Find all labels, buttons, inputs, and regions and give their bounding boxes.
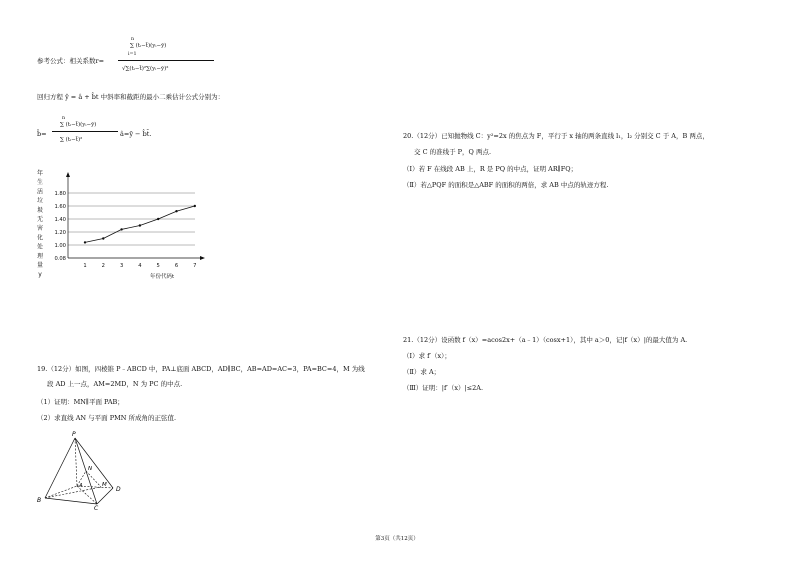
y-axis-label (37, 169, 43, 278)
line-chart (30, 165, 220, 290)
y-label-char: 量 (36, 262, 44, 269)
y-tick-label: 0.08 (54, 256, 66, 262)
y-axis-arrow (66, 172, 70, 177)
b-denominator: ∑ (tᵢ−t̄)² (60, 137, 83, 143)
corr-fraction-bar (118, 60, 214, 61)
b-fraction-bar (52, 131, 118, 132)
data-point (139, 224, 141, 226)
y-label-char: 年 (36, 170, 44, 177)
corr-numerator: ∑ (tᵢ−t̄)(yᵢ−ȳ) (130, 43, 167, 49)
b-sum-upper: n (62, 116, 66, 121)
y-label-char: 圾 (36, 206, 44, 214)
data-point (175, 210, 177, 212)
x-tick-label: 7 (193, 263, 197, 269)
label-m: M (102, 482, 107, 488)
regression-intro: 回归方程 ŷ = â + b̂t 中斜率和截距的最小二乘估计公式分别为： (37, 93, 225, 101)
y-label-char: 活 (36, 188, 44, 196)
x-tick-label: 1 (83, 263, 87, 269)
corr-sum-lower: i=1 (128, 52, 137, 57)
segment-bm (45, 487, 101, 498)
y-label-char: 生 (36, 179, 44, 187)
y-tick-label: 1.20 (54, 230, 66, 236)
q21-part1: （Ⅰ）求 f′（x）； (403, 352, 451, 360)
y-label-char: 垃 (36, 197, 44, 205)
data-point (102, 237, 104, 239)
q21-part2: （Ⅱ）求 A； (403, 368, 441, 376)
data-point (157, 218, 159, 220)
page-footer: 第3页（共12页） (375, 536, 419, 542)
q19-part2: （2）求直线 AN 与平面 PMN 所成角的正弦值. (37, 414, 177, 422)
x-tick-label: 5 (156, 263, 160, 269)
segment-nm (86, 471, 101, 487)
y-label-char: y (38, 271, 42, 279)
q21-line1: 21.（12分）设函数 f（x）=acos2x+（a﹣1）（cosx+1），其中 a＞0，记|f（x）|的最大值为 A. (403, 336, 688, 344)
q20-part2: （Ⅱ）若△PQF 的面积是△ABF 的面积的两倍，求 AB 中点的轨迹方程. (403, 181, 609, 189)
q19-line2: 段 AD 上一点，AM=2MD，N 为 PC 的中点. (47, 380, 183, 388)
edge-pa (75, 438, 77, 486)
x-tick-label: 4 (138, 263, 142, 269)
y-label-char: 无 (36, 216, 44, 223)
label-p: P (72, 431, 76, 438)
q19-part1: （1）证明：MN∥平面 PAB； (37, 398, 124, 406)
y-tick-labels (54, 191, 66, 262)
q20-line2: 交 C 的准线于 P，Q 两点. (414, 148, 492, 156)
edge-bc (45, 498, 97, 504)
corr-sum-upper: n (131, 37, 135, 42)
q21-part3: （Ⅲ）证明：|f′（x）|≤2A. (403, 384, 484, 392)
x-axis-arrow (200, 256, 205, 260)
x-tick-label: 3 (119, 263, 124, 269)
y-label-char: 处 (36, 243, 44, 251)
edge-pd (75, 438, 113, 488)
data-point (120, 228, 122, 230)
x-tick-labels (83, 263, 196, 269)
y-tick-label: 1.00 (54, 243, 66, 249)
q19-line1: 19.（12分）如图，四棱锥 P﹣ABCD 中，PA⊥底面 ABCD，AD∥BC，AB=AD=AC=3，PA=BC=4，M 为线 (37, 365, 365, 373)
data-point (84, 241, 86, 243)
label-a: A (79, 483, 83, 489)
b-hat-label: b̂= (37, 130, 47, 138)
corr-denominator: √∑(tᵢ−t̄)²∑(yᵢ−ȳ)² (122, 66, 169, 72)
y-tick-label: 1.40 (54, 217, 66, 223)
series-line (85, 206, 195, 242)
q20-part1: （Ⅰ）若 F 在线段 AB 上，R 是 PQ 的中点，证明 AR∥FQ； (403, 165, 578, 173)
a-hat-formula: â=ȳ − b̂t̄. (120, 130, 152, 138)
edge-pb (45, 438, 75, 498)
x-tick-label: 6 (174, 263, 179, 269)
b-numerator: ∑ (tᵢ−t̄)(yᵢ−ȳ) (60, 122, 97, 128)
label-n: N (88, 466, 93, 472)
edge-cd (97, 488, 113, 504)
x-tick-label: 2 (101, 263, 105, 269)
y-label-char: 理 (36, 252, 44, 260)
gridlines (68, 193, 195, 245)
data-point (194, 205, 196, 207)
y-label-char: 化 (36, 234, 44, 242)
y-label-char: 害 (36, 225, 44, 233)
label-d: D (116, 486, 121, 493)
corr-label: 参考公式：相关系数r= (37, 57, 105, 65)
y-tick-label: 1.60 (54, 204, 66, 210)
x-axis-label: 年份代码t (150, 274, 175, 280)
y-tick-label: 1.80 (54, 191, 66, 197)
q20-line1: 20.（12分）已知抛物线 C：y²=2x 的焦点为 F，平行于 x 轴的两条直线 l₁，l₂ 分别交 C 于 A，B 两点， (403, 132, 709, 140)
label-b: B (37, 497, 42, 504)
label-c: C (94, 505, 99, 510)
pyramid-figure (35, 430, 135, 510)
